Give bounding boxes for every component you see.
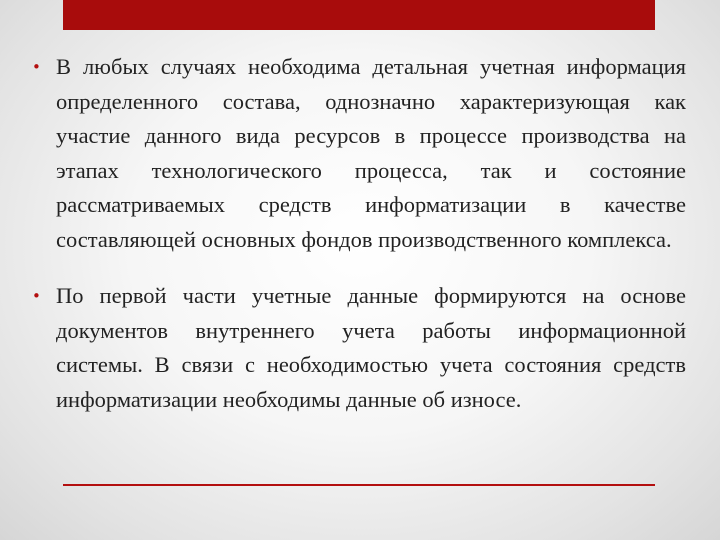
bullet-text-2: По первой части учетные данные формируются на основе документов внутреннего учета работы информационной системы. В связи с необходимостью учета состояния средств информатизации необходимы данные об износе. [56,283,686,412]
bullet-marker-2: • [32,287,41,305]
bullet-item-1 [32,50,686,257]
bottom-divider-line [63,484,655,486]
top-accent-bar [63,0,655,30]
bullet-text-1: В любых случаях необходима детальная учетная информация определенного состава, однозначно характеризующая как участие данного вида ресурсов в процессе производства на этапах технологического процесса, так и состояние рассматриваемых средств информатизации в качестве составляющей основных фондов производственного комплекса. [56,54,686,252]
bullet-marker-1: • [32,58,41,76]
bullet-item-2 [32,279,686,417]
slide-content [32,50,686,417]
